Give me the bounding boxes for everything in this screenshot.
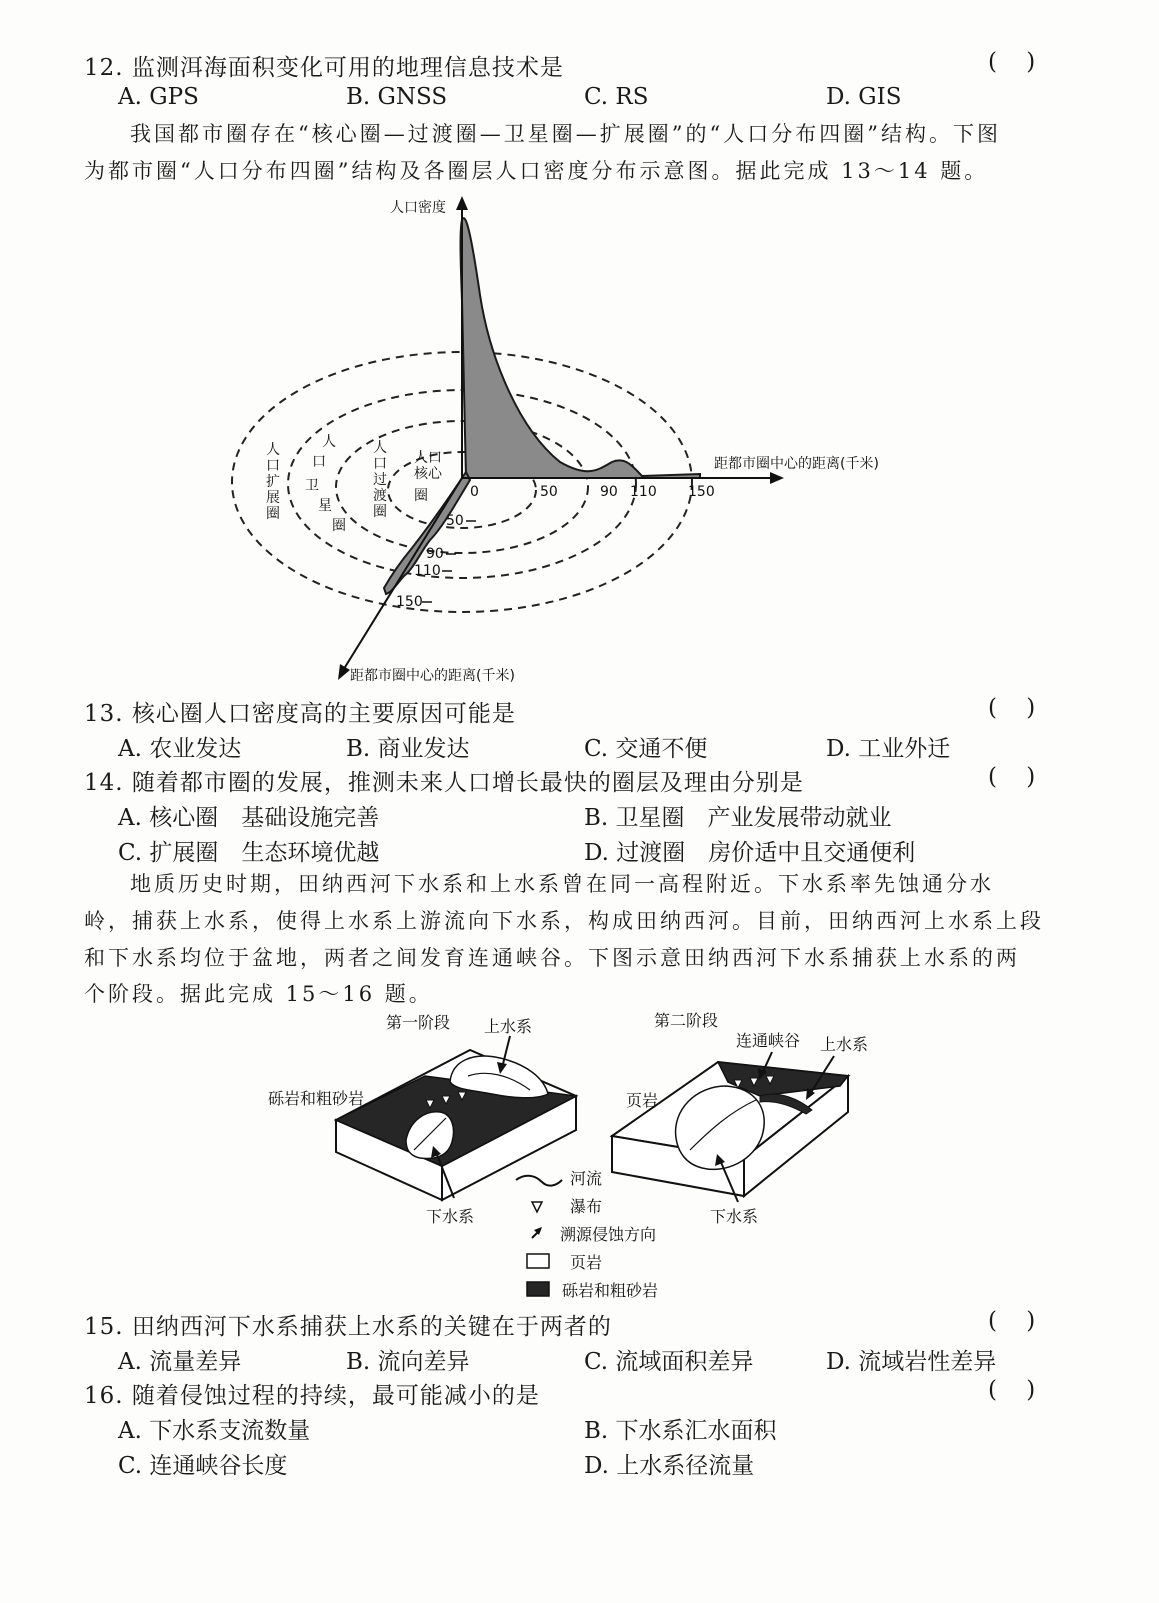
q16-option-d: D. 上水系径流量 <box>584 1453 755 1479</box>
ring-label-core <box>414 450 443 504</box>
waterfall-legend-icon <box>532 1202 542 1212</box>
svg-text:人: 人 <box>373 440 387 456</box>
river-capture-figure <box>250 1005 890 1305</box>
svg-text:心: 心 <box>428 466 442 482</box>
q14-option-b: B. 卫星圈 产业发展带动就业 <box>584 805 892 831</box>
intro1-line2: 为都市圈“人口分布四圈”结构及各圈层人口密度分布示意图。据此完成 13～14 题。 <box>84 159 989 183</box>
x-tick-label: 0 <box>470 484 479 500</box>
svg-text:展: 展 <box>266 490 280 506</box>
z-tick-label: 90 <box>426 546 444 562</box>
z-tick-label: 150 <box>396 594 423 610</box>
stage1-title: 第一阶段 <box>386 1013 451 1032</box>
intro2-line1: 地质历史时期，田纳西河下水系和上水系曾在同一高程附近。下水系率先蚀通分水 <box>130 872 994 896</box>
river-legend-icon <box>516 1176 562 1186</box>
intro1-line1: 我国都市圈存在“核心圈—过渡圈—卫星圈—扩展圈”的“人口分布四圈”结构。下图 <box>130 122 1001 146</box>
intro2-line2: 岭，捕获上水系，使得上水系上游流向下水系，构成田纳西河。目前，田纳西河上水系上段 <box>84 909 1044 933</box>
svg-text:核: 核 <box>414 466 428 482</box>
q15-option-b: B. 流向差异 <box>346 1349 470 1375</box>
density-profile-x <box>461 218 701 478</box>
q15-option-d: D. 流域岩性差异 <box>826 1349 997 1375</box>
legend-conglomerate: 砾岩和粗砂岩 <box>562 1281 659 1300</box>
stage2-lower-label: 下水系 <box>710 1207 759 1226</box>
q16-option-c: C. 连通峡谷长度 <box>118 1453 288 1479</box>
population-density-figure <box>220 190 940 690</box>
q14-option-a: A. 核心圈 基础设施完善 <box>118 805 380 831</box>
ring-label-extension <box>266 442 280 522</box>
svg-text:人: 人 <box>414 450 428 466</box>
svg-text:口: 口 <box>373 456 387 472</box>
x-axis-arrow <box>770 472 784 484</box>
svg-text:过: 过 <box>373 472 387 488</box>
q13-option-a: A. 农业发达 <box>118 736 242 762</box>
q13-option-c: C. 交通不便 <box>584 736 708 762</box>
shale-legend-icon <box>527 1254 549 1268</box>
q13-answer-paren: ( ) <box>988 695 1036 721</box>
z-tick-label: 110 <box>414 563 441 579</box>
q16-option-a: A. 下水系支流数量 <box>118 1418 311 1444</box>
z-tick-label: 50 <box>446 513 464 529</box>
q15-option-a: A. 流量差异 <box>118 1349 242 1375</box>
x-axis-label: 距都市圈中心的距离(千米) <box>714 456 879 472</box>
legend-shale: 页岩 <box>570 1253 603 1272</box>
svg-text:圈: 圈 <box>414 488 428 504</box>
svg-text:口: 口 <box>266 458 280 474</box>
x-tick-label: 150 <box>688 484 715 500</box>
legend-waterfall: 瀑布 <box>570 1197 603 1216</box>
svg-text:口: 口 <box>428 450 442 466</box>
svg-text:扩: 扩 <box>266 474 280 490</box>
q14-stem: 14. 随着都市圈的发展，推测未来人口增长最快的圈层及理由分别是 <box>84 770 804 796</box>
svg-text:圈: 圈 <box>373 504 387 520</box>
y-axis-arrow <box>456 196 468 210</box>
ring-label-transition <box>373 440 387 520</box>
q15-stem: 15. 田纳西河下水系捕获上水系的关键在于两者的 <box>84 1314 612 1340</box>
stage1-rock-label: 砾岩和粗砂岩 <box>268 1089 365 1108</box>
q15-option-c: C. 流域面积差异 <box>584 1349 754 1375</box>
legend-headward-erosion: 溯源侵蚀方向 <box>560 1225 657 1244</box>
z-axis-label: 距都市圈中心的距离(千米) <box>350 668 515 684</box>
q15-answer-paren: ( ) <box>988 1308 1036 1334</box>
q14-answer-paren: ( ) <box>988 764 1036 790</box>
q14-option-c: C. 扩展圈 生态环境优越 <box>118 840 380 866</box>
q12-answer-paren: ( ) <box>988 49 1036 75</box>
stage1-block <box>336 1036 576 1200</box>
z-axis <box>342 478 462 672</box>
svg-text:圈: 圈 <box>266 506 280 522</box>
svg-text:口: 口 <box>312 454 326 470</box>
conglomerate-legend-icon <box>527 1282 549 1296</box>
q12-stem: 12. 监测洱海面积变化可用的地理信息技术是 <box>84 55 564 81</box>
q13-option-d: D. 工业外迁 <box>826 736 951 762</box>
x-tick-label: 110 <box>630 484 657 500</box>
stage2-gorge-label: 连通峡谷 <box>736 1031 801 1050</box>
q16-stem: 16. 随着侵蚀过程的持续，最可能减小的是 <box>84 1383 540 1409</box>
q16-option-b: B. 下水系汇水面积 <box>584 1418 777 1444</box>
x-tick-label: 90 <box>600 484 618 500</box>
intro2-line4: 个阶段。据此完成 15～16 题。 <box>84 982 433 1006</box>
x-tick-label: 50 <box>540 484 558 500</box>
svg-text:渡: 渡 <box>373 488 387 504</box>
q16-answer-paren: ( ) <box>988 1377 1036 1403</box>
ring-label-satellite <box>305 434 346 534</box>
stage1-lower-label: 下水系 <box>426 1207 475 1226</box>
svg-text:星: 星 <box>318 498 332 514</box>
figure2-legend <box>516 1169 658 1300</box>
q13-option-b: B. 商业发达 <box>346 736 470 762</box>
svg-text:人: 人 <box>266 442 280 458</box>
q12-option-a: A. GPS <box>118 84 199 110</box>
y-axis-label: 人口密度 <box>390 200 446 216</box>
legend-river: 河流 <box>570 1169 603 1188</box>
q12-option-c: C. RS <box>584 84 649 110</box>
svg-text:卫: 卫 <box>305 478 319 494</box>
stage1-upper-label: 上水系 <box>484 1017 533 1036</box>
q12-option-b: B. GNSS <box>346 84 448 110</box>
stage2-block <box>612 1052 848 1202</box>
stage2-title: 第二阶段 <box>654 1011 719 1030</box>
q14-option-d: D. 过渡圈 房价适中且交通便利 <box>584 840 916 866</box>
intro2-line3: 和下水系均位于盆地，两者之间发育连通峡谷。下图示意田纳西河下水系捕获上水系的两 <box>84 946 1020 970</box>
svg-text:人: 人 <box>322 434 336 450</box>
q13-stem: 13. 核心圈人口密度高的主要原因可能是 <box>84 701 516 727</box>
q12-option-d: D. GIS <box>826 84 902 110</box>
stage2-rock-label: 页岩 <box>626 1091 659 1110</box>
stage2-upper-label: 上水系 <box>820 1035 869 1054</box>
svg-text:圈: 圈 <box>332 518 346 534</box>
z-axis-arrow <box>338 664 350 680</box>
